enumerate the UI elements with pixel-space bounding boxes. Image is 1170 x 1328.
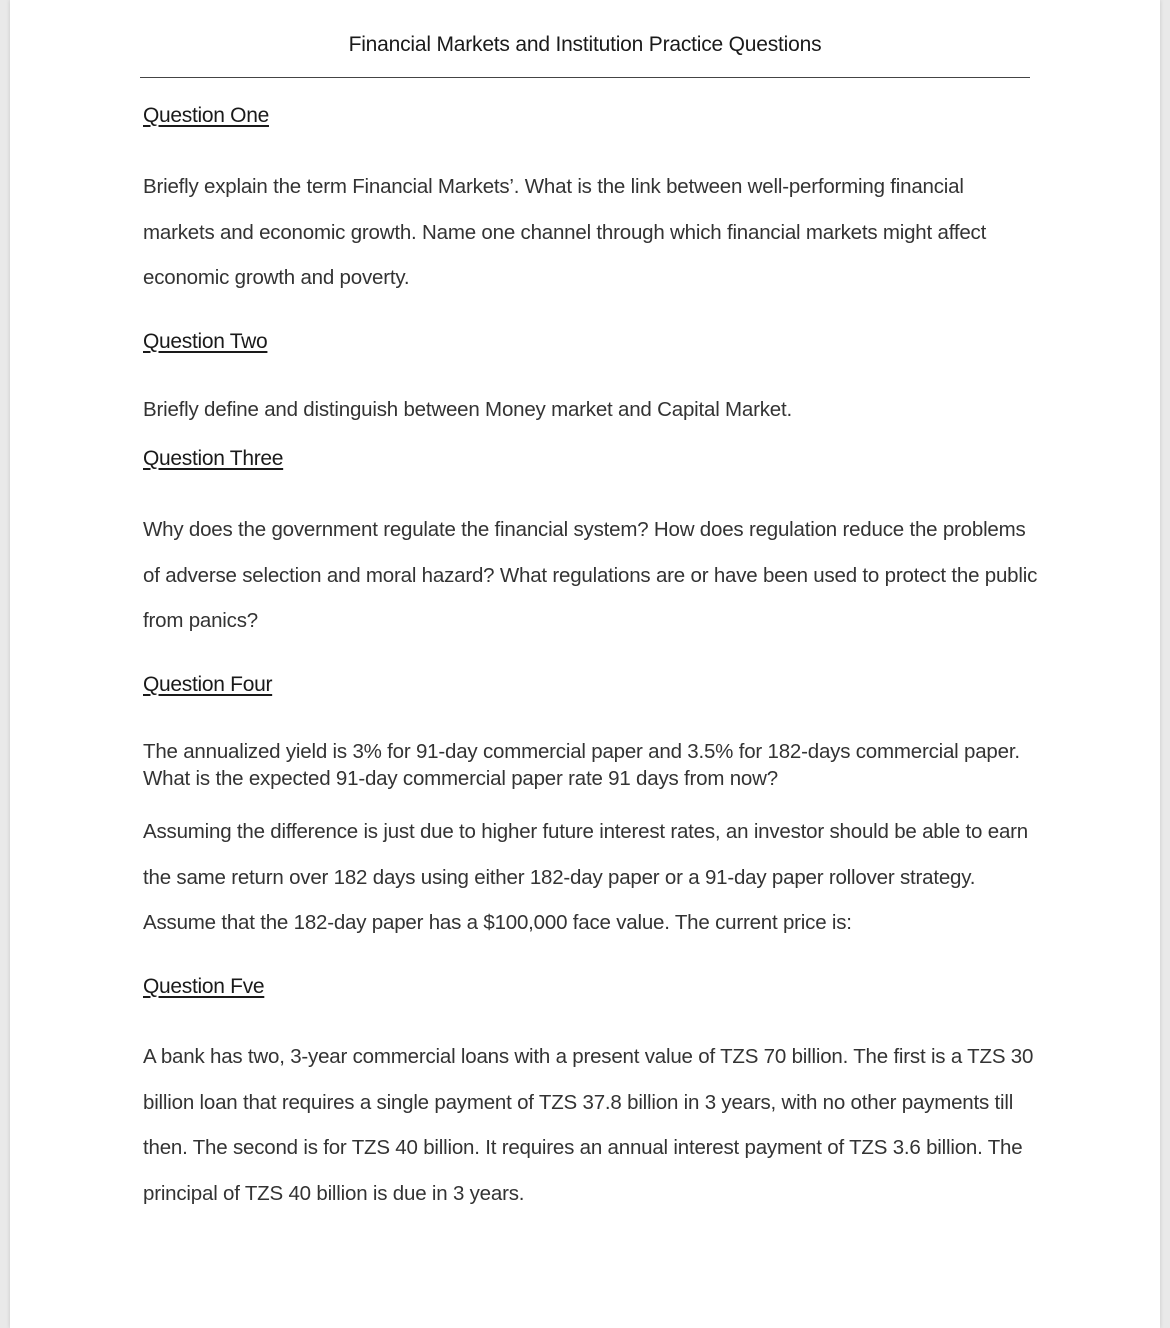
question-five-heading: Question Fve: [143, 975, 265, 998]
question-five-text: A bank has two, 3-year commercial loans with a present value of TZS 70 billion. The first is a TZS 30 billion loan that requires a single payment of TZS 37.8 billion in 3 years, with no other payments till then. The second is for TZS 40 billion. It requires an annual interest payment of TZS 3.6 billion. The principal of TZS 40 billion is due in 3 years.: [143, 1045, 1034, 1205]
question-two-heading: Question Two: [143, 330, 268, 353]
question-one-heading: Question One: [143, 104, 269, 127]
question-four-heading: Question Four: [143, 673, 273, 696]
question-two-text: Briefly define and distinguish between Money market and Capital Market.: [143, 398, 792, 421]
question-one-text: Briefly explain the term Financial Markets’. What is the link between well-performing financial markets and economic growth. Name one channel through which financial markets might affect economic growth and poverty.: [143, 175, 987, 289]
question-four-text-1: The annualized yield is 3% for 91-day commercial paper and 3.5% for 182-days commercial paper. What is the expected 91-day commercial paper rate 91 days from now?: [143, 740, 1020, 790]
document-page: [10, 0, 1160, 1328]
header-divider: [140, 77, 1030, 78]
question-four-text-2: Assuming the difference is just due to higher future interest rates, an investor should be able to earn the same return over 182 days using either 182-day paper or a 91-day paper rollover strategy. Assume that the 182-day paper has a $100,000 face value. The current price is:: [143, 820, 1028, 934]
page-title: Financial Markets and Institution Practice Questions: [348, 33, 822, 56]
question-three-text: Why does the government regulate the financial system? How does regulation reduce the problems of adverse selection and moral hazard? What regulations are or have been used to protect the public from panics?: [143, 518, 1038, 632]
question-three-heading: Question Three: [143, 447, 284, 470]
